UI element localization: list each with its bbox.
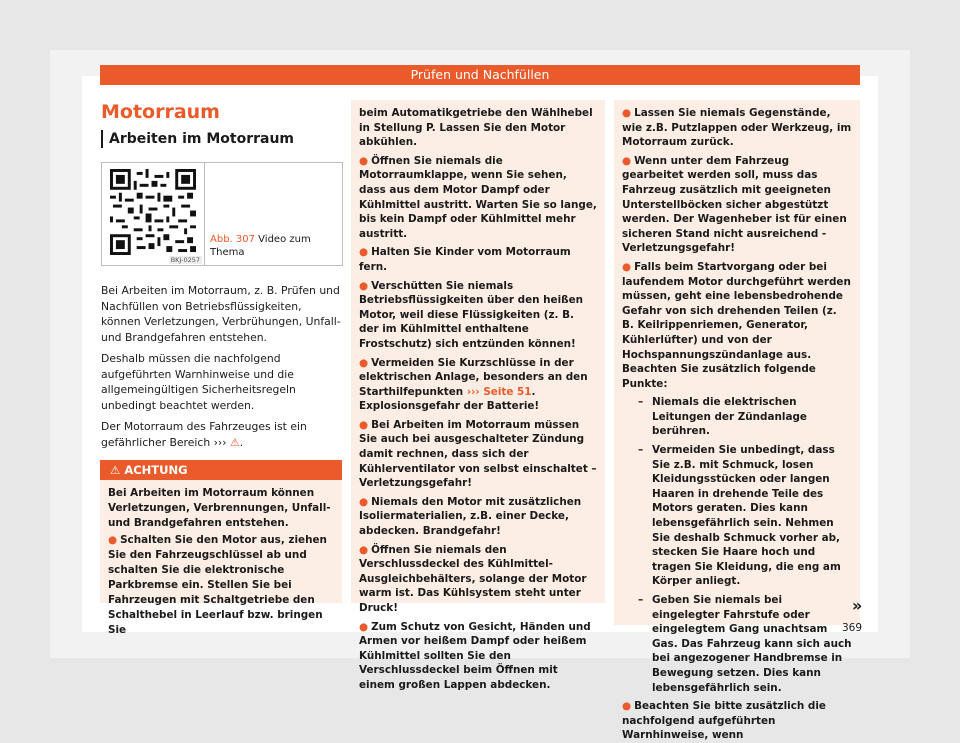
bullet-icon: ● (622, 700, 632, 713)
bullet-icon: ● (622, 154, 632, 167)
list-item-text: Zum Schutz von Gesicht, Händen und Armen vor heißem Dampf oder heißem Kühlmittel sollten Sie den Verschlussdeckel beim Öffnen mit einem großen Lappen abdecken. (359, 620, 591, 691)
list-item-text: Beachten Sie bitte zusätzlich die nachfolgend aufgeführten Warnhinweise, wenn (622, 700, 826, 742)
bullet-icon: ● (108, 534, 118, 546)
intro-paragraph-2: Deshalb müssen die nachfolgend aufgeführten Warnhinweise und die allgemeingültigen Sicherheitsregeln unbedingt beachtet werden. (101, 352, 296, 412)
list-item-text: Halten Sie Kinder vom Motorraum fern. (359, 246, 571, 273)
figure-caption-line2: Thema (210, 247, 245, 258)
list-item (359, 245, 597, 274)
warning-triangle-icon: ⚠ (110, 463, 121, 477)
list-item (622, 154, 852, 256)
warning-body (100, 480, 342, 638)
figure-caption-line1: Video zum (258, 234, 311, 245)
list-item (622, 260, 852, 391)
dash-icon: – (638, 444, 644, 457)
cross-ref-arrows[interactable]: ››› (466, 385, 480, 398)
list-item-text: Vermeiden Sie Kurzschlüsse in der elektrischen Anlage, besonders an den Starthilfepunkten (359, 356, 588, 398)
bullet-icon: ● (359, 154, 369, 167)
warning-triangle-icon: ⚠ (230, 435, 240, 449)
list-item-text: Bei Arbeiten im Motorraum müssen Sie auch bei ausgeschalteter Zündung damit rechnen, dass sich der Kühlerventilator von selbst einschaltet – Verletzungsgefahr! (359, 418, 597, 490)
figure-id: BKJ-0257 (170, 256, 200, 264)
page-number: 369 (842, 622, 863, 634)
figure-video[interactable] (101, 162, 343, 266)
bullet-icon: ● (359, 543, 369, 556)
warning-continuation: beim Automatikgetriebe den Wählhebel in Stellung P. Lassen Sie den Motor abkühlen. (359, 107, 593, 149)
sub-list-item-text: Niemals die elektrischen Leitungen der Zündanlage berühren. (652, 396, 807, 438)
warning-box (100, 460, 342, 636)
sub-list-item (638, 593, 852, 695)
sub-list-item-text: Vermeiden Sie unbedingt, dass Sie z.B. mit Schmuck, losen Kleidungsstücken oder langen Haaren in drehende Teile des Motors geraten. Dies kann lebensgefährlich sein. Nehmen Sie deshalb Schmuck vorher ab, stecken Sie Haare hoch und tragen Sie Kleidung, die eng am Körper anliegt. (652, 444, 841, 588)
warning-header (100, 460, 342, 480)
list-item (359, 154, 597, 242)
list-item (359, 279, 597, 352)
intro-paragraph-3-text: Der Motorraum des Fahrzeuges ist ein gefährlicher Bereich (101, 420, 307, 449)
warning-title: ACHTUNG (124, 463, 188, 477)
list-item (359, 495, 597, 539)
figure-caption (210, 233, 311, 259)
bullet-icon: ● (622, 107, 632, 119)
sub-list-item (638, 443, 852, 589)
chapter-header: Prüfen und Nachfüllen (100, 65, 860, 85)
qr-code-icon (110, 169, 196, 255)
list-item (622, 699, 852, 743)
bullet-icon: ● (622, 260, 632, 273)
list-item-text: Verschütten Sie niemals Betriebsflüssigkeiten über den heißen Motor, weil diese Flüssigkeiten (z. B. der im Kühlmittel enthaltene Frostschutz) sich entzünden können! (359, 279, 584, 350)
sub-list-item-text: Geben Sie niemals bei eingelegter Fahrstufe oder eingelegtem Gang unachtsam Gas. Das Fahrzeug kann sich auch bei angezogener Handbremse in Bewegung setzen. Dies kann lebensgefährlich sein. (652, 594, 852, 694)
warning-item-text: Schalten Sie den Motor aus, ziehen Sie den Fahrzeugschlüssel ab und schalten Sie die elektronische Parkbremse ein. Stellen Sie bei Fahrzeugen mit Schaltgetriebe den Schalthebel in Leerlauf bzw. bringen Sie (108, 534, 327, 636)
continue-arrow-icon[interactable]: » (852, 596, 863, 615)
intro-paragraph-1: Bei Arbeiten im Motorraum, z. B. Prüfen und Nachfüllen von Betriebsflüssigkeiten, können Verletzungen, Verbrühungen, Unfall- und Brandgefahren entstehen. (101, 284, 341, 344)
list-item-text: Öffnen Sie niemals die Motorraumklappe, wenn Sie sehen, dass aus dem Motor Dampf oder Kühlmittel austritt. Warten Sie so lange, bis kein Dampf oder Kühlmittel mehr austritt. (359, 154, 597, 240)
section-subtitle: Arbeiten im Motorraum (101, 130, 342, 148)
bullet-icon: ● (359, 356, 369, 369)
figure-label: Abb. 307 (210, 234, 255, 245)
section-title: Motorraum (101, 101, 220, 123)
list-item (359, 543, 597, 616)
list-item-text: Lassen Sie niemals Gegenstände, wie z.B. Putzlappen oder Werkzeug, im Motorraum zurück. (622, 107, 852, 149)
qr-code[interactable] (102, 163, 205, 265)
warning-item (108, 533, 334, 638)
list-item (622, 106, 852, 150)
page-link[interactable]: Seite 51 (483, 385, 532, 398)
dash-icon: – (638, 594, 644, 606)
bullet-icon: ● (359, 495, 369, 508)
list-item-text: Öffnen Sie niemals den Verschlussdeckel des Kühlmittel-Ausgleichbehälters, solange der Motor warm ist. Das Kühlsystem steht unter Druck! (359, 543, 587, 614)
column-left (101, 100, 342, 456)
list-item-text: Wenn unter dem Fahrzeug gearbeitet werden soll, muss das Fahrzeug zusätzlich mit geeigneten Unterstellböcken sicher abgestützt werden. Der Wagenheber ist für einen sicheren Stand nicht ausreichend - Verletzungsgefahr! (622, 154, 847, 255)
intro-text (101, 283, 342, 450)
bullet-icon: ● (359, 418, 369, 431)
bullet-icon: ● (359, 246, 369, 259)
list-item (359, 418, 597, 491)
list-item (359, 356, 597, 414)
list-item (359, 620, 597, 693)
bullet-icon: ● (359, 279, 369, 292)
warning-lead: Bei Arbeiten im Motorraum können Verletzungen, Verbrennungen, Unfall- und Brandgefahren entstehen. (108, 487, 331, 529)
list-item-text-after: . Explosionsgefahr der Batterie! (359, 385, 540, 413)
list-item-text: Falls beim Startvorgang oder bei laufendem Motor durchgeführt werden müssen, geht eine lebensbedrohende Gefahr von sich drehenden Teilen (z. B. Keilrippenriemen, Generator, Kühlerlüfter) und von der Hochspannungszündanlage aus. Beachten Sie zusätzlich folgende Punkte: (622, 260, 851, 390)
column-middle-warning (351, 100, 605, 691)
cross-ref-arrows[interactable]: ››› (213, 435, 227, 449)
dash-icon: – (638, 396, 644, 409)
list-item-text: Niemals den Motor mit zusätzlichen Isoliermaterialien, z.B. einer Decke, abdecken. Brandgefahr! (359, 495, 582, 538)
bullet-icon: ● (359, 620, 369, 633)
sub-list-item (638, 395, 852, 439)
intro-paragraph-3: Der Motorraum des Fahrzeuges ist ein gefährlicher Bereich ››› ⚠. (101, 420, 307, 449)
